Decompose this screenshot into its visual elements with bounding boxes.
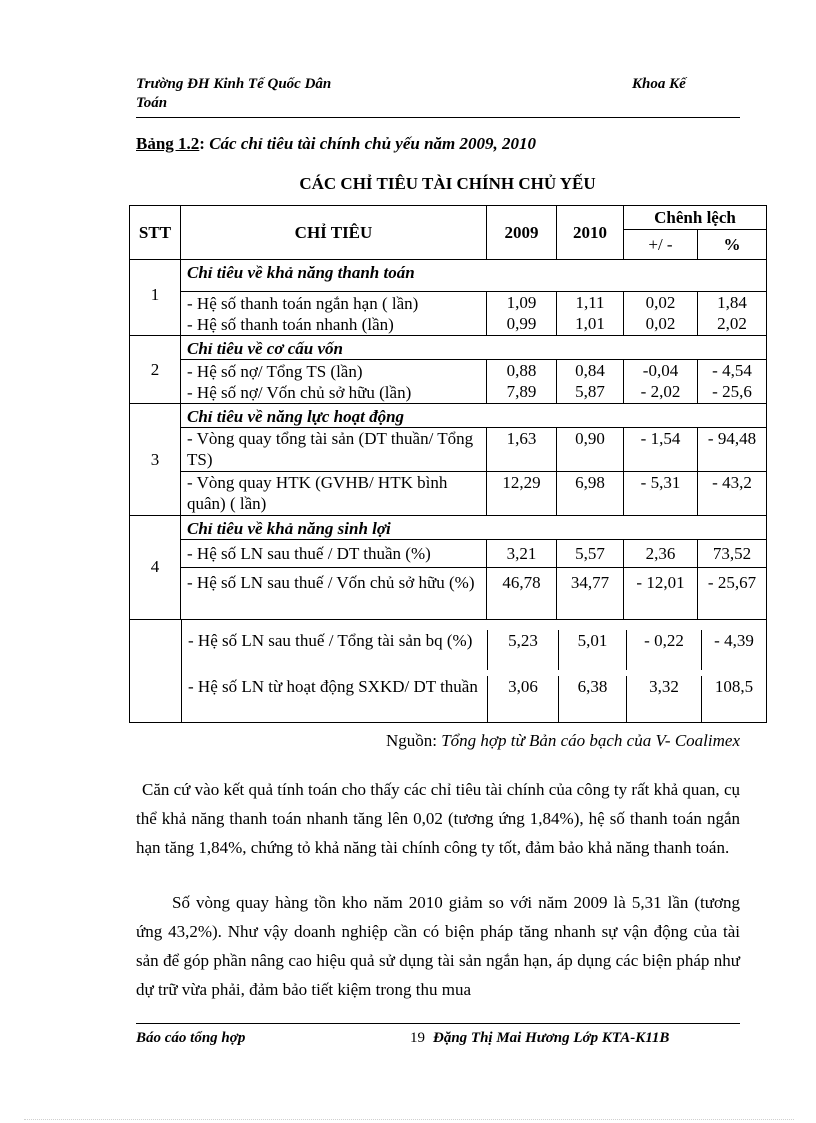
indicator-name: - Hệ số nợ/ Vốn chủ sở hữu (lần): [187, 383, 412, 402]
value-abs: 2,36: [624, 540, 698, 568]
value-2009: 1,63: [487, 428, 557, 472]
value-pct: - 4,39: [714, 631, 754, 650]
value-2009: 5,23: [488, 630, 559, 670]
page-number: 19: [410, 1030, 425, 1046]
source-text: Tổng hợp từ Bản cáo bạch của V- Coalimex: [441, 731, 740, 750]
value-abs: - 5,31: [624, 472, 698, 516]
indicator-name: - Hệ số LN sau thuế / Vốn chủ sở hữu (%): [181, 568, 487, 620]
value-2010: 6,98: [557, 472, 624, 516]
footer-rule: [136, 1023, 740, 1024]
table-row: [130, 620, 767, 723]
value-2010: 5,01: [559, 630, 627, 670]
value-pct: - 25,6: [712, 382, 752, 401]
value-2009: 0,88: [506, 361, 537, 380]
value-pct: - 94,48: [698, 428, 767, 472]
header-school: Trường ĐH Kinh Tế Quốc Dân: [136, 76, 332, 92]
header-rule: [136, 117, 740, 118]
value-2009: 3,21: [487, 540, 557, 568]
group-number: 3: [130, 404, 181, 516]
indicator-name: - Hệ số LN từ hoạt động SXKD/ DT thuần: [182, 676, 488, 722]
indicator-name: - Hệ số nợ/ Tổng TS (lần): [187, 362, 363, 381]
value-abs: - 2,02: [640, 382, 681, 401]
header-difference: Chênh lệch: [624, 206, 767, 230]
value-2010: 5,87: [575, 382, 605, 401]
value-abs: 0,02: [645, 314, 676, 333]
value-pct: 73,52: [698, 540, 767, 568]
header-percent: %: [698, 230, 767, 260]
value-abs: - 0,22: [627, 630, 702, 670]
indicator-name: - Hệ số LN sau thuế / DT thuần (%): [181, 540, 487, 568]
group-number: 2: [130, 336, 181, 404]
value-2009: 1,09: [506, 293, 537, 312]
header-school-cont: Toán: [136, 95, 168, 111]
table-caption: [136, 134, 536, 154]
value-2010: 0,84: [575, 361, 605, 380]
table-row: [130, 540, 767, 568]
group-number: 1: [130, 260, 181, 336]
value-abs: -0,04: [642, 361, 679, 380]
indicator-name: - Vòng quay HTK (GVHB/ HTK bình quân) ( lần): [181, 472, 487, 516]
value-2010: 1,01: [575, 314, 605, 333]
page-edge-divider: [24, 1119, 794, 1120]
value-pct: - 43,2: [698, 472, 767, 516]
group-number: 4: [130, 516, 181, 620]
value-2010: 6,38: [559, 676, 627, 722]
caption-text: Các chỉ tiêu tài chính chủ yếu năm 2009, 2010: [209, 134, 537, 153]
group-title: Chỉ tiêu về khả năng thanh toán: [181, 260, 767, 292]
header-2009: 2009: [487, 206, 557, 260]
table-row: [130, 292, 767, 336]
value-pct: 108,5: [714, 677, 754, 696]
source-label: Nguồn:: [385, 731, 437, 750]
indicator-name: - Hệ số LN sau thuế / Tổng tài sản bq (%): [182, 630, 488, 670]
value-2010: 1,11: [575, 293, 605, 312]
value-pct: 2,02: [717, 314, 747, 333]
value-2010: 34,77: [557, 568, 624, 620]
value-abs: - 12,01: [624, 568, 698, 620]
value-2010: 0,90: [557, 428, 624, 472]
value-2010: 5,57: [557, 540, 624, 568]
header-stt: STT: [130, 206, 181, 260]
source-note: [386, 731, 740, 751]
value-2009: 7,89: [506, 382, 537, 401]
value-2009: 3,06: [488, 676, 559, 722]
value-abs: 3,32: [627, 676, 702, 722]
header-indicator: CHỈ TIÊU: [181, 206, 487, 260]
footer-author: Đặng Thị Mai Hương Lớp KTA-K11B: [433, 1030, 670, 1046]
table-title: CÁC CHỈ TIÊU TÀI CHÍNH CHỦ YẾU: [299, 174, 596, 193]
value-pct: - 4,54: [712, 361, 752, 380]
footer-report: Báo cáo tổng hợp: [136, 1030, 246, 1046]
body-paragraph: Căn cứ vào kết quả tính toán cho thấy các chỉ tiêu tài chính của công ty rất khả quan, cụ thể khả năng thanh toán nhanh tăng lên 0,02 (tương ứng 1,84%), hệ số thanh toán ngắn hạn tăng 1,84%, chứng tỏ khả năng tài chính công ty tốt, đảm bảo khả năng thanh toán.: [136, 780, 740, 857]
table-row: [130, 568, 767, 620]
value-2009: 12,29: [487, 472, 557, 516]
header-faculty: Khoa Kế: [632, 76, 686, 92]
indicator-name: - Hệ số thanh toán nhanh (lần): [187, 315, 394, 334]
value-abs: - 1,54: [624, 428, 698, 472]
group-title: Chỉ tiêu về cơ cấu vốn: [181, 336, 767, 360]
group-title: Chỉ tiêu về khả năng sinh lợi: [181, 516, 767, 540]
financial-indicators-table: [129, 205, 767, 723]
body-paragraph: Số vòng quay hàng tồn kho năm 2010 giảm so với năm 2009 là 5,31 lần (tương ứng 43,2%). Như vậy doanh nghiệp cần có biện pháp tăng nhanh sự vận động của tài sản để góp phần nâng cao hiệu quả sử dụng tài sản ngắn hạn, áp dụng các biện pháp như dự trữ vừa phải, đảm bảo tiết kiệm trong thu mua: [136, 893, 740, 999]
group-number-spacer: [130, 620, 182, 722]
table-row: [130, 472, 767, 516]
table-row: [130, 428, 767, 472]
indicator-name: - Hệ số thanh toán ngắn hạn ( lần): [187, 294, 419, 313]
header-2010: 2010: [557, 206, 624, 260]
caption-colon: :: [199, 134, 205, 153]
value-2009: 46,78: [487, 568, 557, 620]
table-row: [130, 360, 767, 404]
value-pct: - 25,67: [698, 568, 767, 620]
group-title: Chỉ tiêu về năng lực hoạt động: [181, 404, 767, 428]
header-absolute: +/ -: [624, 230, 698, 260]
indicator-name: - Vòng quay tổng tài sản (DT thuần/ Tổng TS): [181, 428, 487, 472]
value-2009: 0,99: [506, 314, 537, 333]
caption-label: Bảng 1.2: [136, 134, 200, 153]
value-pct: 1,84: [717, 293, 747, 312]
value-abs: 0,02: [645, 293, 676, 312]
